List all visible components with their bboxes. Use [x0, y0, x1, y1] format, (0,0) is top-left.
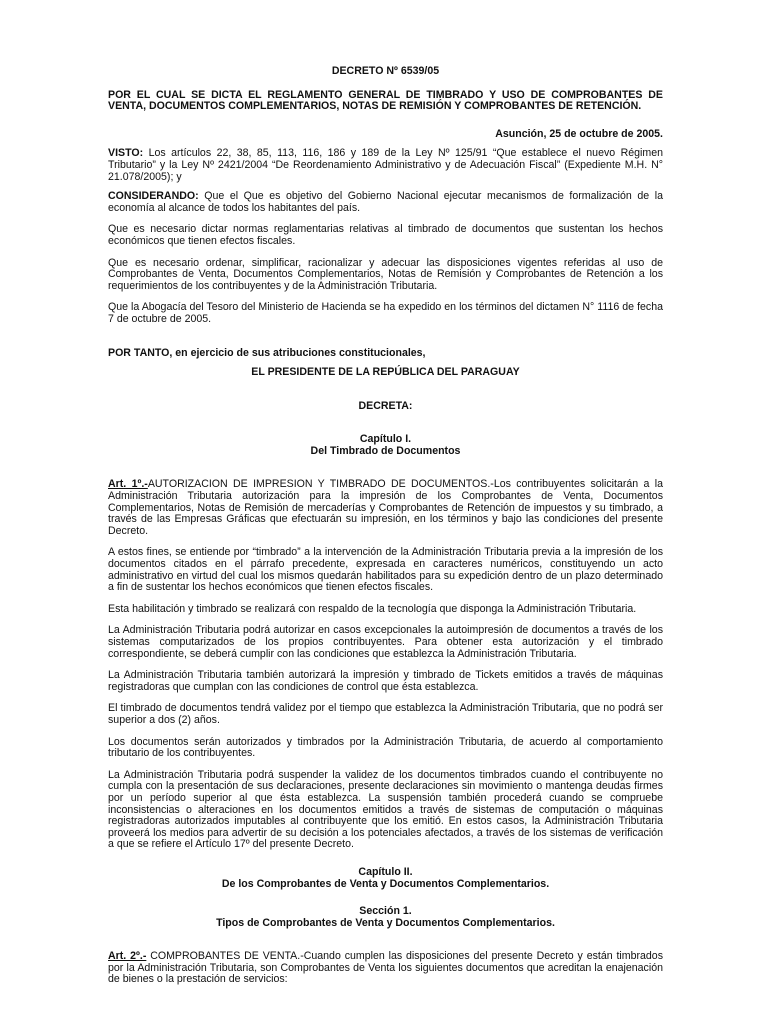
chapter-2-title: De los Comprobantes de Venta y Documentos Complementarios.: [221, 877, 550, 890]
article-1-paragraph-7: Los documentos serán autorizados y timbrados por la Administración Tributaria, de acuerdo al comportamiento tributario de los contribuyentes.: [108, 735, 663, 760]
article-1-label: Art. 1º.-: [108, 478, 148, 491]
visto-label: VISTO:: [108, 147, 144, 160]
decreta-heading: DECRETA:: [358, 399, 413, 412]
considerando-text: Que el Que es objetivo del Gobierno Nacional ejecutar mecanismos de formalización de la economía al alcance de todos los habitantes del país.: [108, 190, 663, 214]
visto-text: Los artículos 22, 38, 85, 113, 116, 186 y 189 de la Ley Nº 125/91 “Que establece el nuevo Régimen Tributario” y la Ley Nº 2421/2004 “De Reordenamiento Administrativo y de Adecuación Fiscal” (Expediente M.H. N° 21.078/2005); y: [108, 147, 663, 183]
article-2-label: Art. 2º.-: [108, 950, 147, 963]
por-tanto: POR TANTO, en ejercicio de sus atribuciones constitucionales,: [108, 346, 426, 359]
section-1-title: Tipos de Comprobantes de Venta y Documentos Complementarios.: [216, 916, 555, 929]
section-1-label: Sección 1.: [359, 905, 412, 918]
article-1-paragraph-6: El timbrado de documentos tendrá validez por el tiempo que establezca la Administración Tributaria, que no podrá ser superior a dos (2) años.: [108, 702, 663, 726]
considerando-paragraph: [108, 191, 663, 214]
visto-paragraph: [108, 148, 663, 183]
preamble-paragraph-3: Que es necesario ordenar, simplificar, racionalizar y adecuar las disposiciones vigentes referidas al uso de Comprobantes de Venta, Documentos Complementarios, Notas de Remisión y Comprobantes de Retención a los requerimientos de los contribuyentes y de la Administración Tributaria.: [108, 256, 663, 292]
considerando-label: CONSIDERANDO:: [108, 190, 199, 203]
article-1-paragraph-2: A estos fines, se entiende por “timbrado” a la intervención de la Administración Tributaria previa a la impresión de los documentos citados en el párrafo precedente, expresada en caracteres numéricos, constituyendo un acto administrativo en virtud del cual los mismos quedarán habilitados para su expedición dentro de un plazo determinado a fin de sustentar los hechos económicos que tienen efectos fiscales.: [108, 546, 663, 594]
chapter-2-label: Capítulo II.: [358, 865, 413, 878]
preamble-paragraph-2: Que es necesario dictar normas reglamentarias relativas al timbrado de documentos que sustentan los hechos económicos que tienen efectos fiscales.: [108, 223, 663, 247]
place-date: Asunción, 25 de octubre de 2005.: [495, 127, 663, 140]
article-1-intro-text: AUTORIZACION DE IMPRESION Y TIMBRADO DE DOCUMENTOS.-Los contribuyentes solicitarán a la Administración Tributaria autorización para la impresión de los Comprobantes de Venta, Documentos Complementarios, Notas de Remisión de mercaderías y Comprobantes de Retención de impuestos y su timbrado, a través de las Empresas Gráficas que efectuarán su impresión, en los términos y bajo las condiciones del presente Decreto.: [108, 478, 664, 537]
article-2-intro-text: COMPROBANTES DE VENTA.-Cuando cumplen las disposiciones del presente Decreto y están timbrados por la Administración Tributaria, son Comprobantes de Venta los siguientes documentos que acreditan la enajenación de bienes o la prestación de servicios:: [108, 950, 663, 986]
article-1-intro: [108, 479, 663, 537]
chapter-1-title: Del Timbrado de Documentos: [310, 444, 461, 457]
president-heading: EL PRESIDENTE DE LA REPÚBLICA DEL PARAGUAY: [251, 366, 520, 379]
article-1-paragraph-4: La Administración Tributaria podrá autorizar en casos excepcionales la autoimpresión de documentos a través de los sistemas computarizados de los propios contribuyentes. Para obtener esta autorización y el timbrado correspondiente, se deberá cumplir con las condiciones que establezca la Administración Tributaria.: [108, 624, 663, 660]
article-2-intro: [108, 951, 663, 986]
article-1-paragraph-8: La Administración Tributaria podrá suspender la validez de los documentos timbrados cuando el contribuyente no cumpla con la presentación de sus declaraciones, presente declaraciones sin movimiento o mantenga deudas firmes por un período superior al que ésta establezca. La suspensión también procederá cuando se compruebe inconsistencias o alteraciones en los documentos emitidos a través de sistemas de computación o máquinas registradoras autorizados imputables al contribuyente que los emitió. En estos casos, la Administración Tributaria proveerá los medios para advertir de su decisión a los potenciales afectados, a través de los sistemas de verificación a que se refiere el Artículo 17º del presente Decreto.: [108, 768, 663, 851]
article-1-paragraph-5: La Administración Tributaria también autorizará la impresión y timbrado de Tickets emitidos a través de máquinas registradoras que cumplan con las condiciones de control que ésta establezca.: [108, 669, 663, 693]
decree-number: DECRETO Nº 6539/05: [331, 65, 440, 77]
chapter-1-label: Capítulo I.: [359, 433, 412, 446]
article-1-paragraph-3: Esta habilitación y timbrado se realizará con respaldo de la tecnología que disponga la Administración Tributaria.: [108, 602, 637, 615]
preamble-paragraph-4: Que la Abogacía del Tesoro del Ministerio de Hacienda se ha expedido en los términos del dictamen N° 1116 de fecha 7 de octubre de 2005.: [108, 301, 663, 325]
decree-title: POR EL CUAL SE DICTA EL REGLAMENTO GENERAL DE TIMBRADO Y USO DE COMPROBANTES DE VENTA, DOCUMENTOS COMPLEMENTARIOS, NOTAS DE REMISIÓN Y COMPROBANTES DE RETENCIÓN.: [108, 88, 663, 113]
